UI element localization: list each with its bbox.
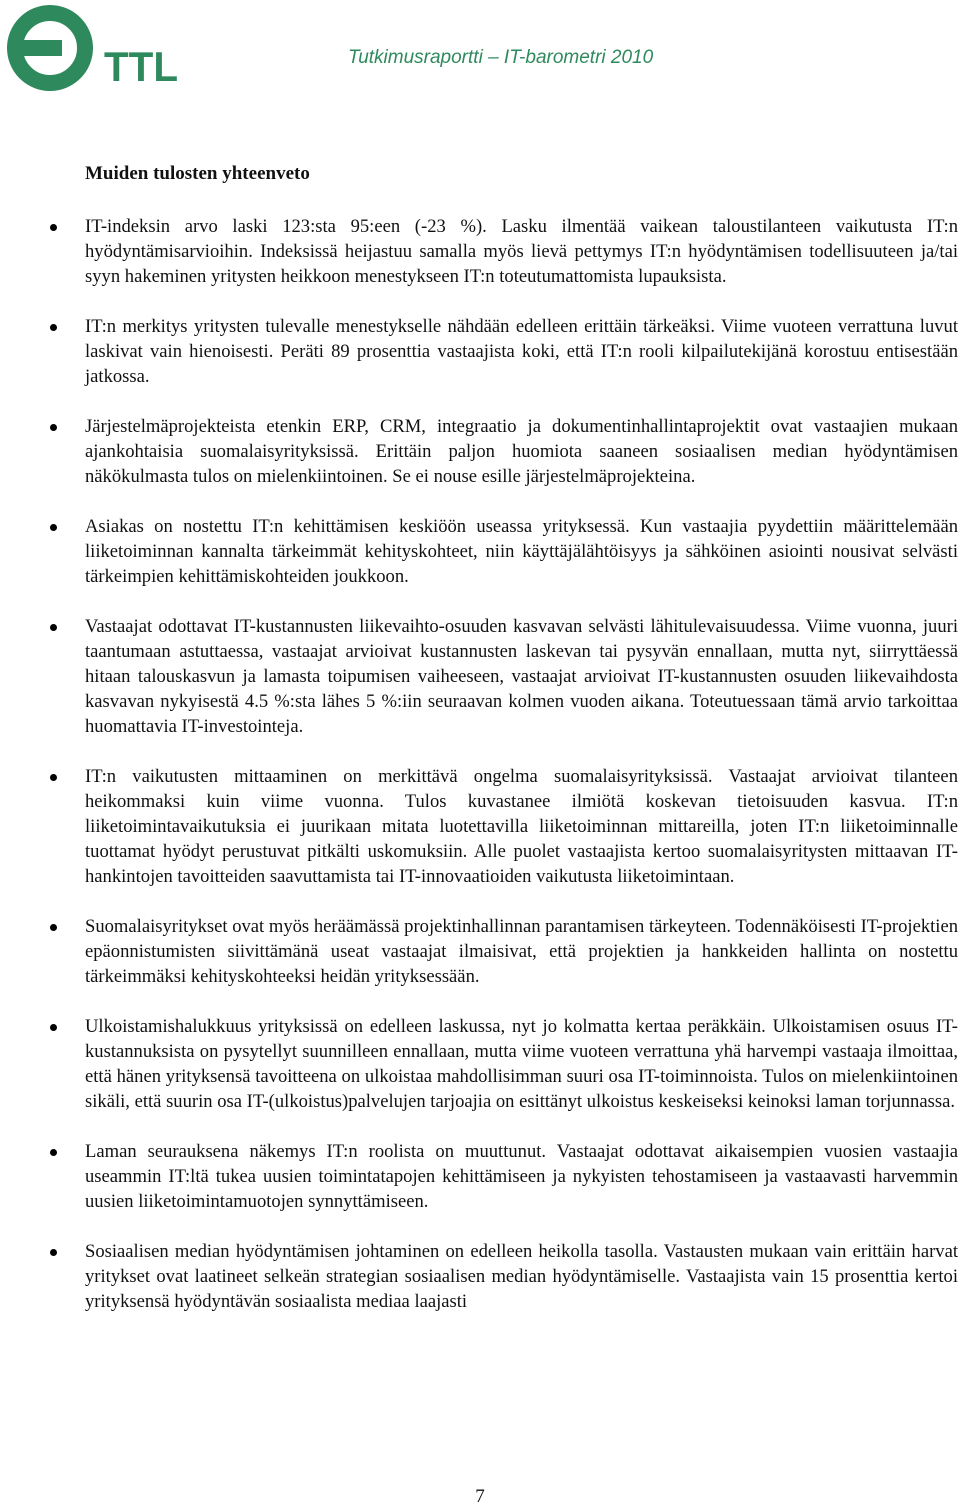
list-item: Järjestelmäprojekteista etenkin ERP, CRM, integraatio ja dokumentinhallintaprojektit ovat vastaajien mukaan ajankohtaisia suomalaisyrityksissä. Erittäin paljon huomiota saaneen sosiaalisen median hyödyntämisen näkökulmasta tulos on mielenkiintoinen. Se ei nouse esille järjestelmäprojekteina. — [85, 416, 958, 487]
summary-list — [85, 214, 958, 1339]
logo-bar-icon — [18, 40, 62, 56]
list-item: IT:n vaikutusten mittaaminen on merkittävä ongelma suomalaisyrityksissä. Vastaajat arvioivat tilanteen heikommaksi kuin viime vuonna. Tulos kuvastanee ilmiötä koskevan tietoisuuden kasvua. IT:n liiketoimintavaikutuksia ei juurikaan mitata luotettavilla liiketoiminnan mittareilla, joten IT:n liiketoiminnalle tuottamat hyödyt perustuvat pitkälti uskomuksiin. Alle puolet vastaajista kertoo suomalaisyritysten mittaavan IT-hankintojen tavoitteiden saavuttamista tai IT-innovaatioiden vaikutusta liiketoimintaan. — [85, 766, 958, 887]
list-item: Ulkoistamishalukkuus yrityksissä on edelleen laskussa, nyt jo kolmatta kertaa peräkkäin. Ulkoistamisen osuus IT-kustannuksista on pysytellyt suunnilleen ennallaan, mutta viime vuoteen verrattuna yhä harvempi vastaaja ilmoittaa, että hänen yrityksensä tavoitteena on ulkoistaa mahdollisimman suuri osa IT-toiminnoista. Tulos on mielenkiintoinen sikäli, että suurin osa IT-(ulkoistus)palvelujen tarjoajia on esittänyt ulkoistus keskeiseksi keinoksi laman torjunnassa. — [85, 1016, 958, 1112]
logo-text: TTL — [104, 43, 178, 90]
list-item: Asiakas on nostettu IT:n kehittämisen keskiöön useassa yrityksessä. Kun vastaajia pyydettiin määrittelemään liiketoiminnan kannalta tärkeimmät kehityskohteet, niin käyttäjälähtöisyys ja sähköinen asiointi nousivat selvästi tärkeimpien kehittämiskohteiden joukkoon. — [85, 516, 958, 587]
list-item: Sosiaalisen median hyödyntämisen johtaminen on edelleen heikolla tasolla. Vastausten mukaan vain erittäin harvat yritykset ovat laatineet selkeän strategian sosiaalisen median hyödyntämiselle. Vastaajista vain 15 prosenttia kertoi yrityksensä hyödyntävän sosiaalista mediaa laajasti — [85, 1241, 958, 1312]
list-item: Suomalaisyritykset ovat myös heräämässä projektinhallinnan parantamisen tärkeyteen. Todennäköisesti IT-projektien epäonnistumisten siivittämänä useat vastaajat ilmaisivat, että projektien ja hankkeiden hallinta on nostettu tärkeimmäksi kehityskohteeksi heidän yrityksessään. — [85, 916, 958, 987]
page-number: 7 — [475, 1486, 485, 1507]
report-title: Tutkimusraportti – IT-barometri 2010 — [348, 47, 654, 68]
section-heading: Muiden tulosten yhteenveto — [85, 163, 310, 184]
list-item: Laman seurauksena näkemys IT:n roolista on muuttunut. Vastaajat odottavat aikaisempien vuosien vastaajia useammin IT:ltä tukea uusien toimintatapojen kehittämiseen ja nykyisten tehostamiseen ja vastaavasti harvemmin uusien liiketoimintamuotojen synnyttämiseen. — [85, 1141, 958, 1212]
list-item: Vastaajat odottavat IT-kustannusten liikevaihto-osuuden kasvavan selvästi lähitulevaisuudessa. Viime vuonna, juuri taantumaan astuttaessa, vastaajat arvioivat kustannusten laskevan tai pysyvän ennallaan, mutta nyt, siirryttäessä hitaan talouskasvun ja lamasta toipumisen vaiheeseen, vastaajat arvioivat IT-kustannusten osuuden liikevaihdosta kasvavan nykyisestä 4.5 %:sta lähes 5 %:iin seuraavan kolmen vuoden aikana. Toteutuessaan tämä arvio tarkoittaa huomattavia IT-investointeja. — [85, 616, 958, 737]
list-item: IT-indeksin arvo laski 123:sta 95:een (-23 %). Lasku ilmentää vaikean taloustilanteen vaikutusta IT:n hyödyntämisarvioihin. Indeksissä heijastuu samalla myös lievä pettymys IT:n hyödyntämisen todellisuuteen ja/tai syyn hakeminen yritysten heikkoon menestykseen IT:n toteutumattomista lupauksista. — [85, 216, 958, 287]
ttl-logo — [4, 2, 180, 94]
list-item: IT:n merkitys yritysten tulevalle menestykselle nähdään edelleen erittäin tärkeäksi. Viime vuoteen verrattuna luvut laskivat vain hienoisesti. Peräti 89 prosenttia vastaajista koki, että IT:n rooli kilpailutekijänä korostuu entisestään jatkossa. — [85, 316, 958, 387]
